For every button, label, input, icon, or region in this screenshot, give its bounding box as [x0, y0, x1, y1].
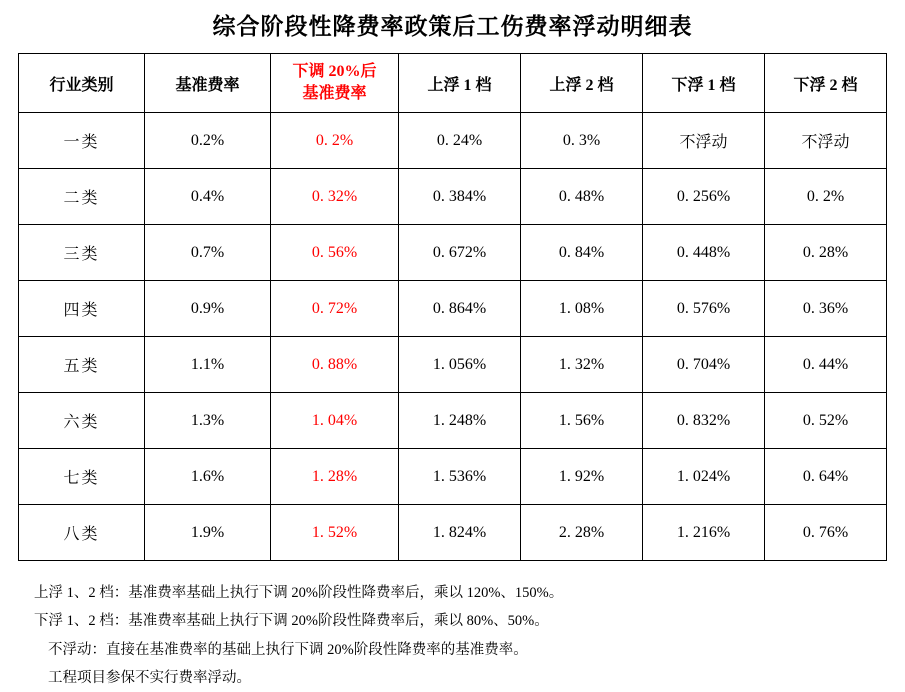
cell-up-tier-2: 1. 56% [521, 393, 643, 449]
column-header-down-tier-1: 下浮 1 档 [643, 54, 765, 113]
cell-down-tier-2: 0. 52% [765, 393, 887, 449]
table-body [19, 113, 887, 561]
cell-down-tier-2: 0. 76% [765, 505, 887, 561]
footnote-up-tiers: 上浮 1、2 档：基准费率基础上执行下调 20%阶段性降费率后，乘以 120%、150%。 [34, 585, 564, 601]
cell-reduced-rate: 0. 88% [271, 337, 399, 393]
cell-reduced-rate: 0. 32% [271, 169, 399, 225]
cell-base-rate: 0.4% [145, 169, 271, 225]
cell-base-rate: 1.3% [145, 393, 271, 449]
cell-down-tier-2: 0. 44% [765, 337, 887, 393]
column-header-down-tier-2: 下浮 2 档 [765, 54, 887, 113]
footnote-no-float: 不浮动：直接在基准费率的基础上执行下调 20%阶段性降费率的基准费率。 [48, 641, 528, 658]
table-row [19, 281, 887, 337]
cell-category: 三类 [19, 225, 145, 281]
footnotes [0, 579, 905, 692]
table-row [19, 113, 887, 169]
cell-down-tier-1: 1. 024% [643, 449, 765, 505]
cell-up-tier-1: 1. 536% [399, 449, 521, 505]
cell-base-rate: 1.9% [145, 505, 271, 561]
cell-category: 二类 [19, 169, 145, 225]
cell-category: 八类 [19, 505, 145, 561]
column-header-reduced-rate [271, 54, 399, 113]
cell-down-tier-2: 0. 28% [765, 225, 887, 281]
cell-category: 七类 [19, 449, 145, 505]
cell-down-tier-2: 0. 64% [765, 449, 887, 505]
table-row [19, 337, 887, 393]
cell-up-tier-1: 0. 672% [399, 225, 521, 281]
cell-down-tier-1: 0. 576% [643, 281, 765, 337]
cell-up-tier-2: 1. 32% [521, 337, 643, 393]
footnote-down-tiers: 下浮 1、2 档：基准费率基础上执行下调 20%阶段性降费率后，乘以 80%、50%。 [34, 613, 549, 630]
table-row [19, 505, 887, 561]
cell-base-rate: 0.9% [145, 281, 271, 337]
cell-reduced-rate: 0. 56% [271, 225, 399, 281]
cell-up-tier-1: 0. 864% [399, 281, 521, 337]
cell-up-tier-1: 0. 24% [399, 113, 521, 169]
cell-reduced-rate: 0. 2% [271, 113, 399, 169]
column-header-industry-category: 行业类别 [19, 54, 145, 113]
cell-base-rate: 1.6% [145, 449, 271, 505]
cell-down-tier-1: 0. 832% [643, 393, 765, 449]
column-header-reduced-rate-line2: 基准费率 [302, 85, 367, 102]
cell-down-tier-1: 0. 448% [643, 225, 765, 281]
table-row [19, 393, 887, 449]
cell-reduced-rate: 1. 28% [271, 449, 399, 505]
rate-table [18, 53, 887, 561]
cell-down-tier-2: 0. 36% [765, 281, 887, 337]
cell-up-tier-1: 1. 248% [399, 393, 521, 449]
cell-category: 六类 [19, 393, 145, 449]
column-header-reduced-rate-line1: 下调 20%后 [292, 63, 377, 81]
document-page [0, 8, 905, 686]
cell-up-tier-2: 0. 48% [521, 169, 643, 225]
cell-up-tier-2: 0. 3% [521, 113, 643, 169]
table-header-row [19, 54, 887, 113]
page-title: 综合阶段性降费率政策后工伤费率浮动明细表 [212, 14, 693, 39]
column-header-up-tier-2: 上浮 2 档 [521, 54, 643, 113]
cell-reduced-rate: 1. 04% [271, 393, 399, 449]
cell-up-tier-2: 2. 28% [521, 505, 643, 561]
cell-reduced-rate: 1. 52% [271, 505, 399, 561]
cell-down-tier-1: 不浮动 [643, 113, 765, 169]
table-row [19, 449, 887, 505]
table-row [19, 225, 887, 281]
cell-up-tier-2: 1. 92% [521, 449, 643, 505]
cell-category: 一类 [19, 113, 145, 169]
cell-down-tier-1: 0. 256% [643, 169, 765, 225]
cell-up-tier-1: 1. 824% [399, 505, 521, 561]
cell-base-rate: 0.7% [145, 225, 271, 281]
cell-up-tier-1: 1. 056% [399, 337, 521, 393]
cell-base-rate: 1.1% [145, 337, 271, 393]
cell-up-tier-2: 1. 08% [521, 281, 643, 337]
column-header-up-tier-1: 上浮 1 档 [399, 54, 521, 113]
cell-down-tier-1: 0. 704% [643, 337, 765, 393]
cell-up-tier-1: 0. 384% [399, 169, 521, 225]
cell-down-tier-2: 0. 2% [765, 169, 887, 225]
footnote-project-insurance: 工程项目参保不实行费率浮动。 [48, 669, 251, 686]
cell-up-tier-2: 0. 84% [521, 225, 643, 281]
cell-category: 四类 [19, 281, 145, 337]
cell-down-tier-1: 1. 216% [643, 505, 765, 561]
cell-base-rate: 0.2% [145, 113, 271, 169]
cell-down-tier-2: 不浮动 [765, 113, 887, 169]
cell-reduced-rate: 0. 72% [271, 281, 399, 337]
column-header-base-rate: 基准费率 [145, 54, 271, 113]
table-header [19, 54, 887, 113]
cell-category: 五类 [19, 337, 145, 393]
table-row [19, 169, 887, 225]
